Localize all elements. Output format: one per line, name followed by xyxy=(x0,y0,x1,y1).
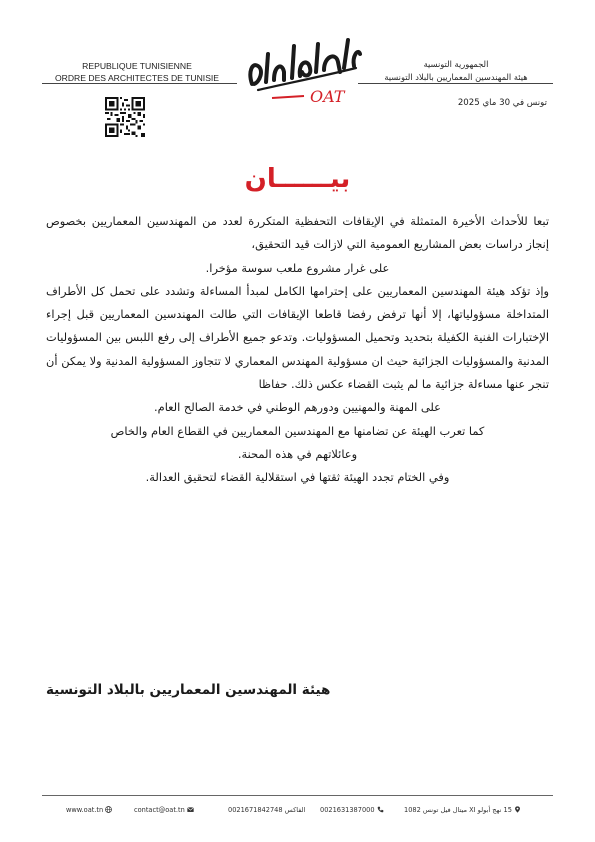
web-text[interactable]: www.oat.tn xyxy=(66,806,104,814)
header-divider-right xyxy=(358,83,553,84)
phone-number: 0021631387000 xyxy=(320,806,375,814)
statement-body xyxy=(46,210,549,490)
header-ar-republic: الجمهورية التونسية xyxy=(423,59,489,69)
fax-label: الفاكس xyxy=(284,806,306,814)
logo-oat-text: OAT xyxy=(310,87,345,106)
header-arabic xyxy=(361,58,551,83)
email-text[interactable]: contact@oat.tn xyxy=(134,806,185,814)
paragraph-7: وفي الختام تجدد الهيئة ثقتها في استقلالية القضاء لتحقيق العدالة. xyxy=(145,470,450,485)
header-ar-order: هيئة المهندسين المعماريين بالبلاد التونسية xyxy=(384,71,528,82)
paragraph-5: كما تعرب الهيئة عن تضامنها مع المهندسين المعماريين في القطاع العام والخاص xyxy=(110,423,485,438)
fax-number: 0021671842748 xyxy=(228,806,283,814)
oat-logo xyxy=(244,32,364,110)
address-text: 15 نهج أبولو XI ميتال فيل تونس 1082 xyxy=(404,806,512,814)
footer-address xyxy=(404,806,521,814)
footer-fax xyxy=(228,806,305,814)
paragraph-4: على المهنة والمهنيين ودورهم الوطني في خدمة الصالح العام. xyxy=(154,400,441,415)
footer xyxy=(42,806,553,820)
paragraph-1: تبعا للأحداث الأخيرة المتمثلة في الإيقافات التحفظية المتكررة لعدد من المهندسين المعماريين بخصوص إنجاز دراسات بعض المشاريع العمومية التي لازالت قيد التحقيق، xyxy=(46,214,549,252)
qr-code xyxy=(105,97,145,137)
signature: هيئة المهندسين المعماريين بالبلاد التونسية xyxy=(46,682,331,698)
paragraph-6: وعائلاتهم في هذه المحنة. xyxy=(237,446,358,461)
header-divider-left xyxy=(42,83,237,84)
header-french xyxy=(42,60,232,84)
envelope-icon xyxy=(187,806,194,813)
paragraph-2: على غرار مشروع ملعب سوسة مؤخرا. xyxy=(205,260,390,275)
paragraph-3: وإذ تؤكد هيئة المهندسين المعماريين على إحترامها الكامل لمبدأ المساءلة وتشدد على تحمل كل الأطراف المتداخلة مسؤولياتها، إلا أنها ترفض رفضا قاطعا الإيقافات التي طالت المهندسين المعماريين قبل إجراء الإختبارات الفنية الكفيلة بتحديد وتحميل المسؤوليات. وتدعو جميع الأطراف إلى رفع اللبس بين المسؤوليات المدنية والمسؤوليات الجزائية حيث ان مسؤولية المهندس المعماري لا تتجاوز المسؤولية المدنية ولا يمكن أن تنجر عنها مساءلة جزائية ما لم يثبت القضاء عكس ذلك. حفاظا xyxy=(46,283,549,392)
document-date: تونس في 30 ماي 2025 xyxy=(457,98,547,108)
globe-icon xyxy=(105,806,112,813)
location-pin-icon xyxy=(514,806,521,813)
phone-icon xyxy=(377,806,384,813)
footer-phone xyxy=(320,806,384,814)
footer-email[interactable] xyxy=(134,806,194,814)
document-title: بيــــــان xyxy=(244,164,351,194)
header-fr-republic: REPUBLIQUE TUNISIENNE xyxy=(82,61,192,71)
footer-web[interactable] xyxy=(66,806,112,814)
footer-divider xyxy=(42,795,553,796)
header-fr-order: ORDRE DES ARCHITECTES DE TUNISIE xyxy=(54,73,220,83)
